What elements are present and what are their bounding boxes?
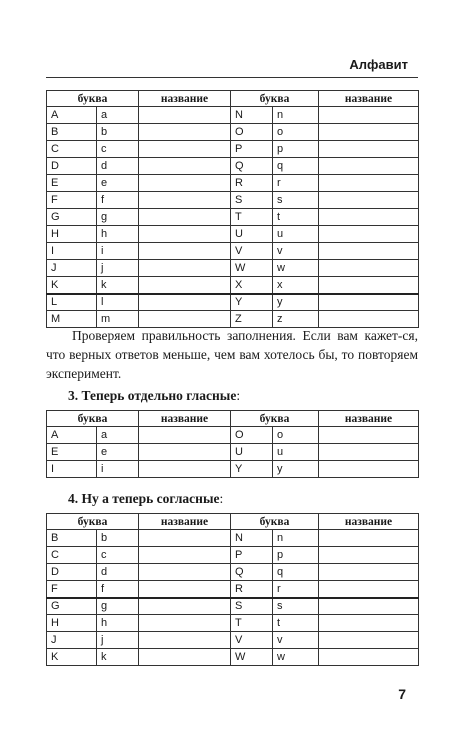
- name-answer-cell[interactable]: [319, 243, 419, 260]
- section-heading-consonants: [68, 491, 223, 507]
- uppercase-letter-cell: P: [231, 141, 273, 158]
- table-row: [47, 243, 419, 260]
- name-answer-cell[interactable]: [139, 277, 231, 294]
- column-header-name: название: [319, 91, 419, 107]
- uppercase-letter-cell: H: [47, 226, 97, 243]
- name-answer-cell[interactable]: [139, 530, 231, 547]
- uppercase-letter-cell: P: [231, 547, 273, 564]
- table-row: [47, 649, 419, 666]
- table-row: [47, 581, 419, 598]
- uppercase-letter-cell: M: [47, 311, 97, 328]
- uppercase-letter-cell: A: [47, 107, 97, 124]
- name-answer-cell[interactable]: [139, 243, 231, 260]
- name-answer-cell[interactable]: [319, 564, 419, 581]
- name-answer-cell[interactable]: [319, 547, 419, 564]
- uppercase-letter-cell: O: [231, 124, 273, 141]
- name-answer-cell[interactable]: [319, 632, 419, 649]
- lowercase-letter-cell: o: [273, 427, 319, 444]
- table-row: [47, 598, 419, 615]
- table-row: [47, 461, 419, 478]
- name-answer-cell[interactable]: [139, 141, 231, 158]
- name-answer-cell[interactable]: [319, 461, 419, 478]
- table-row: [47, 124, 419, 141]
- table-header-row: [47, 411, 419, 427]
- uppercase-letter-cell: U: [231, 444, 273, 461]
- uppercase-letter-cell: Q: [231, 158, 273, 175]
- lowercase-letter-cell: y: [273, 461, 319, 478]
- lowercase-letter-cell: m: [97, 311, 139, 328]
- name-answer-cell[interactable]: [139, 260, 231, 277]
- lowercase-letter-cell: i: [97, 461, 139, 478]
- column-header-letter: буква: [231, 91, 319, 107]
- table-row: [47, 615, 419, 632]
- name-answer-cell[interactable]: [319, 530, 419, 547]
- lowercase-letter-cell: n: [273, 107, 319, 124]
- lowercase-letter-cell: s: [273, 192, 319, 209]
- column-header-letter: буква: [47, 514, 139, 530]
- uppercase-letter-cell: C: [47, 141, 97, 158]
- section-heading-vowels: [68, 388, 240, 404]
- column-header-letter: буква: [47, 91, 139, 107]
- name-answer-cell[interactable]: [319, 311, 419, 328]
- name-answer-cell[interactable]: [139, 192, 231, 209]
- uppercase-letter-cell: J: [47, 260, 97, 277]
- name-answer-cell[interactable]: [139, 649, 231, 666]
- name-answer-cell[interactable]: [319, 581, 419, 598]
- uppercase-letter-cell: N: [231, 530, 273, 547]
- lowercase-letter-cell: f: [97, 192, 139, 209]
- name-answer-cell[interactable]: [139, 226, 231, 243]
- lowercase-letter-cell: v: [273, 243, 319, 260]
- alphabet-table-full: [46, 90, 419, 328]
- name-answer-cell[interactable]: [319, 444, 419, 461]
- lowercase-letter-cell: n: [273, 530, 319, 547]
- uppercase-letter-cell: R: [231, 581, 273, 598]
- lowercase-letter-cell: v: [273, 632, 319, 649]
- name-answer-cell[interactable]: [319, 107, 419, 124]
- lowercase-letter-cell: r: [273, 175, 319, 192]
- name-answer-cell[interactable]: [139, 124, 231, 141]
- uppercase-letter-cell: I: [47, 243, 97, 260]
- table-row: [47, 294, 419, 311]
- uppercase-letter-cell: E: [47, 444, 97, 461]
- name-answer-cell[interactable]: [139, 107, 231, 124]
- column-header-name: название: [319, 411, 419, 427]
- lowercase-letter-cell: b: [97, 124, 139, 141]
- name-answer-cell[interactable]: [139, 427, 231, 444]
- name-answer-cell[interactable]: [319, 294, 419, 311]
- uppercase-letter-cell: O: [231, 427, 273, 444]
- uppercase-letter-cell: N: [231, 107, 273, 124]
- lowercase-letter-cell: h: [97, 615, 139, 632]
- uppercase-letter-cell: A: [47, 427, 97, 444]
- lowercase-letter-cell: j: [97, 260, 139, 277]
- uppercase-letter-cell: W: [231, 260, 273, 277]
- section-heading-colon: :: [236, 388, 241, 403]
- uppercase-letter-cell: R: [231, 175, 273, 192]
- uppercase-letter-cell: G: [47, 209, 97, 226]
- name-answer-cell[interactable]: [139, 547, 231, 564]
- name-answer-cell[interactable]: [139, 461, 231, 478]
- lowercase-letter-cell: g: [97, 598, 139, 615]
- lowercase-letter-cell: s: [273, 598, 319, 615]
- lowercase-letter-cell: d: [97, 158, 139, 175]
- running-header-title: Алфавит: [349, 57, 408, 72]
- name-answer-cell[interactable]: [139, 294, 231, 311]
- name-answer-cell[interactable]: [319, 141, 419, 158]
- name-answer-cell[interactable]: [139, 158, 231, 175]
- name-answer-cell[interactable]: [319, 260, 419, 277]
- table-row: [47, 564, 419, 581]
- instruction-paragraph: Проверяем правильность заполнения. Если вам кажет-ся, что верных ответов меньше, чем вам хотелось бы, то повторяем эксперимент.: [46, 328, 418, 381]
- uppercase-letter-cell: V: [231, 243, 273, 260]
- table-row: [47, 141, 419, 158]
- table-row: [47, 444, 419, 461]
- name-answer-cell[interactable]: [319, 158, 419, 175]
- uppercase-letter-cell: B: [47, 530, 97, 547]
- column-header-name: название: [319, 514, 419, 530]
- lowercase-letter-cell: z: [273, 311, 319, 328]
- uppercase-letter-cell: Y: [231, 294, 273, 311]
- table-row: [47, 277, 419, 294]
- uppercase-letter-cell: K: [47, 649, 97, 666]
- name-answer-cell[interactable]: [139, 564, 231, 581]
- column-header-letter: буква: [231, 411, 319, 427]
- lowercase-letter-cell: d: [97, 564, 139, 581]
- section-heading-text: 4. Ну а теперь согласные: [68, 491, 220, 506]
- name-answer-cell[interactable]: [139, 615, 231, 632]
- vowels-table: [46, 410, 419, 478]
- name-answer-cell[interactable]: [139, 598, 231, 615]
- uppercase-letter-cell: S: [231, 598, 273, 615]
- name-answer-cell[interactable]: [319, 649, 419, 666]
- lowercase-letter-cell: i: [97, 243, 139, 260]
- name-answer-cell[interactable]: [319, 277, 419, 294]
- lowercase-letter-cell: y: [273, 294, 319, 311]
- name-answer-cell[interactable]: [319, 192, 419, 209]
- lowercase-letter-cell: k: [97, 277, 139, 294]
- uppercase-letter-cell: E: [47, 175, 97, 192]
- lowercase-letter-cell: p: [273, 141, 319, 158]
- column-header-name: название: [139, 411, 231, 427]
- header-rule: [46, 77, 418, 78]
- lowercase-letter-cell: g: [97, 209, 139, 226]
- uppercase-letter-cell: F: [47, 581, 97, 598]
- column-header-name: название: [139, 91, 231, 107]
- lowercase-letter-cell: b: [97, 530, 139, 547]
- table-row: [47, 107, 419, 124]
- table-row: [47, 209, 419, 226]
- uppercase-letter-cell: C: [47, 547, 97, 564]
- name-answer-cell[interactable]: [139, 581, 231, 598]
- table-row: [47, 192, 419, 209]
- table-row: [47, 547, 419, 564]
- lowercase-letter-cell: t: [273, 209, 319, 226]
- lowercase-letter-cell: e: [97, 175, 139, 192]
- column-header-letter: буква: [47, 411, 139, 427]
- uppercase-letter-cell: H: [47, 615, 97, 632]
- uppercase-letter-cell: X: [231, 277, 273, 294]
- lowercase-letter-cell: l: [97, 294, 139, 311]
- table-row: [47, 260, 419, 277]
- lowercase-letter-cell: a: [97, 107, 139, 124]
- uppercase-letter-cell: B: [47, 124, 97, 141]
- uppercase-letter-cell: T: [231, 615, 273, 632]
- section-heading-text: 3. Теперь отдельно гласные: [68, 388, 237, 403]
- lowercase-letter-cell: k: [97, 649, 139, 666]
- uppercase-letter-cell: G: [47, 598, 97, 615]
- lowercase-letter-cell: c: [97, 547, 139, 564]
- uppercase-letter-cell: L: [47, 294, 97, 311]
- consonants-table: [46, 513, 419, 666]
- uppercase-letter-cell: S: [231, 192, 273, 209]
- name-answer-cell[interactable]: [139, 311, 231, 328]
- lowercase-letter-cell: f: [97, 581, 139, 598]
- lowercase-letter-cell: o: [273, 124, 319, 141]
- name-answer-cell[interactable]: [139, 444, 231, 461]
- page-number: 7: [398, 686, 406, 702]
- uppercase-letter-cell: K: [47, 277, 97, 294]
- uppercase-letter-cell: Q: [231, 564, 273, 581]
- uppercase-letter-cell: V: [231, 632, 273, 649]
- lowercase-letter-cell: t: [273, 615, 319, 632]
- name-answer-cell[interactable]: [319, 209, 419, 226]
- table-header-row: [47, 91, 419, 107]
- lowercase-letter-cell: e: [97, 444, 139, 461]
- lowercase-letter-cell: a: [97, 427, 139, 444]
- name-answer-cell[interactable]: [319, 427, 419, 444]
- name-answer-cell[interactable]: [319, 124, 419, 141]
- name-answer-cell[interactable]: [319, 226, 419, 243]
- table-row: [47, 530, 419, 547]
- table-row: [47, 632, 419, 649]
- uppercase-letter-cell: I: [47, 461, 97, 478]
- lowercase-letter-cell: u: [273, 226, 319, 243]
- name-answer-cell[interactable]: [139, 209, 231, 226]
- uppercase-letter-cell: T: [231, 209, 273, 226]
- lowercase-letter-cell: c: [97, 141, 139, 158]
- lowercase-letter-cell: h: [97, 226, 139, 243]
- table-row: [47, 175, 419, 192]
- table-row: [47, 158, 419, 175]
- name-answer-cell[interactable]: [319, 615, 419, 632]
- lowercase-letter-cell: q: [273, 158, 319, 175]
- uppercase-letter-cell: U: [231, 226, 273, 243]
- table-row: [47, 226, 419, 243]
- lowercase-letter-cell: q: [273, 564, 319, 581]
- lowercase-letter-cell: u: [273, 444, 319, 461]
- uppercase-letter-cell: Y: [231, 461, 273, 478]
- lowercase-letter-cell: p: [273, 547, 319, 564]
- uppercase-letter-cell: J: [47, 632, 97, 649]
- table-row: [47, 311, 419, 328]
- uppercase-letter-cell: W: [231, 649, 273, 666]
- section-heading-colon: :: [219, 491, 224, 506]
- uppercase-letter-cell: D: [47, 564, 97, 581]
- name-answer-cell[interactable]: [139, 175, 231, 192]
- lowercase-letter-cell: x: [273, 277, 319, 294]
- column-header-name: название: [139, 514, 231, 530]
- lowercase-letter-cell: w: [273, 649, 319, 666]
- table-row: [47, 427, 419, 444]
- name-answer-cell[interactable]: [319, 175, 419, 192]
- column-header-letter: буква: [231, 514, 319, 530]
- lowercase-letter-cell: r: [273, 581, 319, 598]
- table-header-row: [47, 514, 419, 530]
- lowercase-letter-cell: j: [97, 632, 139, 649]
- uppercase-letter-cell: Z: [231, 311, 273, 328]
- uppercase-letter-cell: D: [47, 158, 97, 175]
- uppercase-letter-cell: F: [47, 192, 97, 209]
- lowercase-letter-cell: w: [273, 260, 319, 277]
- name-answer-cell[interactable]: [139, 632, 231, 649]
- name-answer-cell[interactable]: [319, 598, 419, 615]
